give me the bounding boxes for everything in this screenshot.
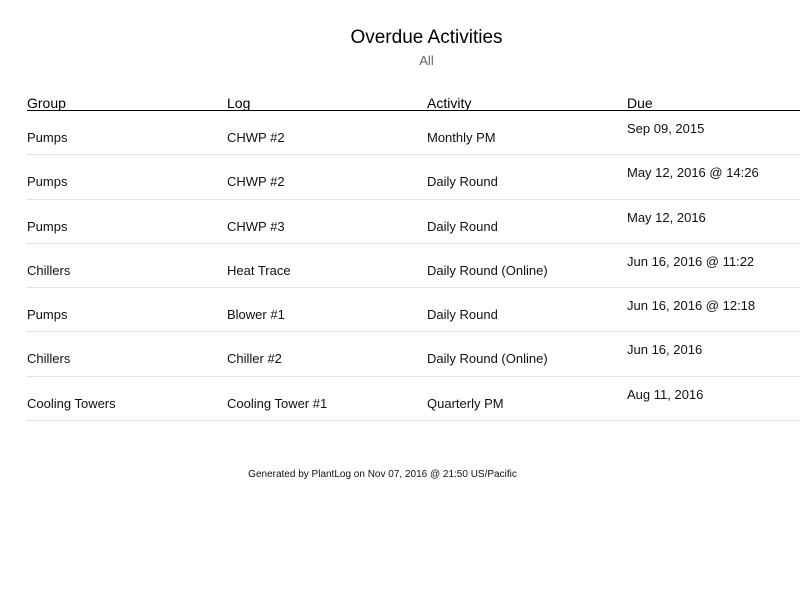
cell-group: Chillers (27, 351, 71, 367)
cell-log: CHWP #2 (227, 130, 285, 145)
cell-activity: Quarterly PM (427, 395, 504, 411)
table-row (27, 111, 800, 155)
cell-group: Cooling Towers (27, 395, 116, 411)
column-header-log: Log (227, 95, 251, 111)
column-header-activity: Activity (427, 95, 472, 111)
cell-activity: Daily Round (427, 218, 498, 234)
table-row (27, 377, 800, 421)
cell-activity: Daily Round (427, 174, 498, 190)
cell-activity: Daily Round (Online) (427, 262, 548, 278)
cell-due: Aug 11, 2016 (627, 386, 704, 402)
cell-log: Heat Trace (227, 262, 291, 278)
column-header-group: Group (27, 95, 66, 111)
cell-due: Jun 16, 2016 @ 11:22 (627, 253, 755, 269)
report-subtitle: All (419, 53, 434, 68)
cell-activity: Monthly PM (427, 130, 496, 145)
cell-due: Jun 16, 2016 (627, 342, 703, 358)
cell-due: May 12, 2016 @ 14:26 (627, 165, 759, 181)
table-row (27, 332, 800, 376)
table-row (27, 244, 800, 288)
cell-group: Chillers (27, 262, 71, 278)
table-row (27, 155, 800, 199)
cell-activity: Daily Round (Online) (427, 351, 548, 367)
cell-log: Chiller #2 (227, 351, 282, 367)
report-footer: Generated by PlantLog on Nov 07, 2016 @ 21:50 US/Pacific (248, 469, 517, 480)
cell-log: Blower #1 (227, 307, 285, 323)
table-row (27, 288, 800, 332)
cell-log: CHWP #3 (227, 218, 285, 234)
cell-due: May 12, 2016 (627, 209, 706, 225)
column-header-due: Due (627, 95, 653, 111)
cell-log: CHWP #2 (227, 174, 285, 190)
cell-due: Jun 16, 2016 @ 12:18 (627, 298, 756, 314)
cell-group: Pumps (27, 218, 68, 234)
cell-group: Pumps (27, 174, 68, 190)
cell-group: Pumps (27, 130, 68, 145)
cell-due: Sep 09, 2015 (627, 121, 705, 136)
table-row (27, 200, 800, 244)
overdue-activities-table (27, 92, 800, 421)
report-title: Overdue Activities (350, 27, 503, 48)
cell-log: Cooling Tower #1 (227, 395, 328, 411)
table-header-row (27, 92, 800, 111)
cell-activity: Daily Round (427, 307, 498, 323)
cell-group: Pumps (27, 307, 68, 323)
